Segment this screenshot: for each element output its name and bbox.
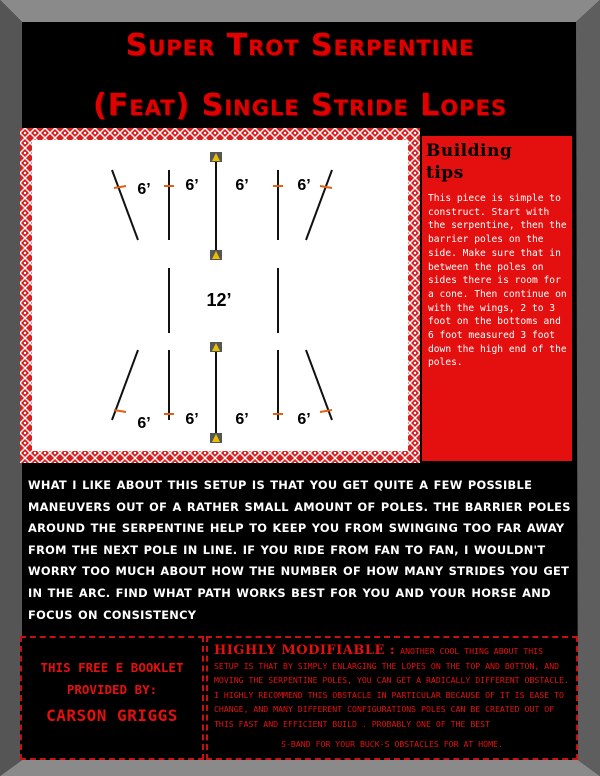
page-title-line-1: Super Trot Serpentine [125, 28, 475, 63]
author-name: CARSON GRIGGS [46, 706, 178, 725]
modifiable-body: ANOTHER COOL THING ABOUT THIS SETUP IS THAT BY SIMPLY ENLARGING THE LOPES ON THE TOP AND BOTTON, AND MOVING THE SERPENTINE POLES, YOU CAN GET A RADICALLY DIFFERENT OBSTACLE. I HIGHLY RECOMMEND THIS OBSTACLE IN PARTICULAR BECAUSE OF IT IS EASE TO CHANGE, AND MANY DIFFERENT CONFIGURATIONS POLES CAN BE CREATED OUT OF THIS FAST AND EFFICIENT BUILD . PROBABLY ONE OF THE BEST [214, 646, 569, 729]
label-bottom-1: 6’ [137, 415, 151, 432]
label-top-3: 6’ [235, 177, 249, 194]
tips-heading-line-2: tips [426, 163, 464, 183]
label-top-1: 6’ [137, 181, 151, 198]
modifiable-heading: HIGHLY MODIFIABLE : [214, 643, 396, 658]
modifiable-last-line: S-BAND FOR YOUR BUCK-S OBSTACLES FOR AT HOME. [281, 739, 503, 749]
obstacle-diagram [20, 128, 420, 463]
building-tips-panel [422, 136, 572, 461]
label-bottom-3: 6’ [235, 411, 249, 428]
label-bottom-2: 6’ [185, 411, 199, 428]
highly-modifiable-box [206, 636, 578, 760]
label-top-2: 6’ [185, 177, 199, 194]
credit-line-2: PROVIDED BY: [66, 682, 158, 697]
label-top-4: 6’ [297, 177, 311, 194]
modifiable-text [214, 644, 572, 732]
tips-heading-line-1: Building [426, 141, 513, 161]
label-center-12: 12’ [206, 290, 232, 310]
page-title-line-2: (Feat) Single Stride Lopes [92, 88, 508, 123]
tips-heading [426, 140, 572, 184]
credit-line-1: THIS FREE E BOOKLET [40, 660, 184, 675]
main-description: WHAT I LIKE ABOUT THIS SETUP IS THAT YOU GET QUITE A FEW POSSIBLE MANEUVERS OUT OF A RATHER SMALL AMOUNT OF POLES. THE BARRIER POLES AROUND THE SERPENTINE HELP TO KEEP YOU FROM SWINGING TOO FAR AWAY FROM THE NEXT POLE IN LINE. IF YOU RIDE FROM FAN TO FAN, I WOULDN'T WORRY TOO MUCH ABOUT HOW THE NUMBER OF HOW MANY STRIDES YOU GET IN THE ARC. FIND WHAT PATH WORKS BEST FOR YOU AND YOUR HORSE AND FOCUS ON CONSISTENCY [28, 478, 571, 622]
label-bottom-4: 6’ [297, 411, 311, 428]
credit-box [20, 636, 204, 760]
tips-body: This piece is simple to construct. Start with the serpentine, then the barrier poles on the side. Make sure that in between the poles on sides there is room for a cone. Then continue on with the wings, 2 to 3 foot on the bottoms and 6 foot measured 3 foot down the high end of the poles. [428, 193, 567, 369]
